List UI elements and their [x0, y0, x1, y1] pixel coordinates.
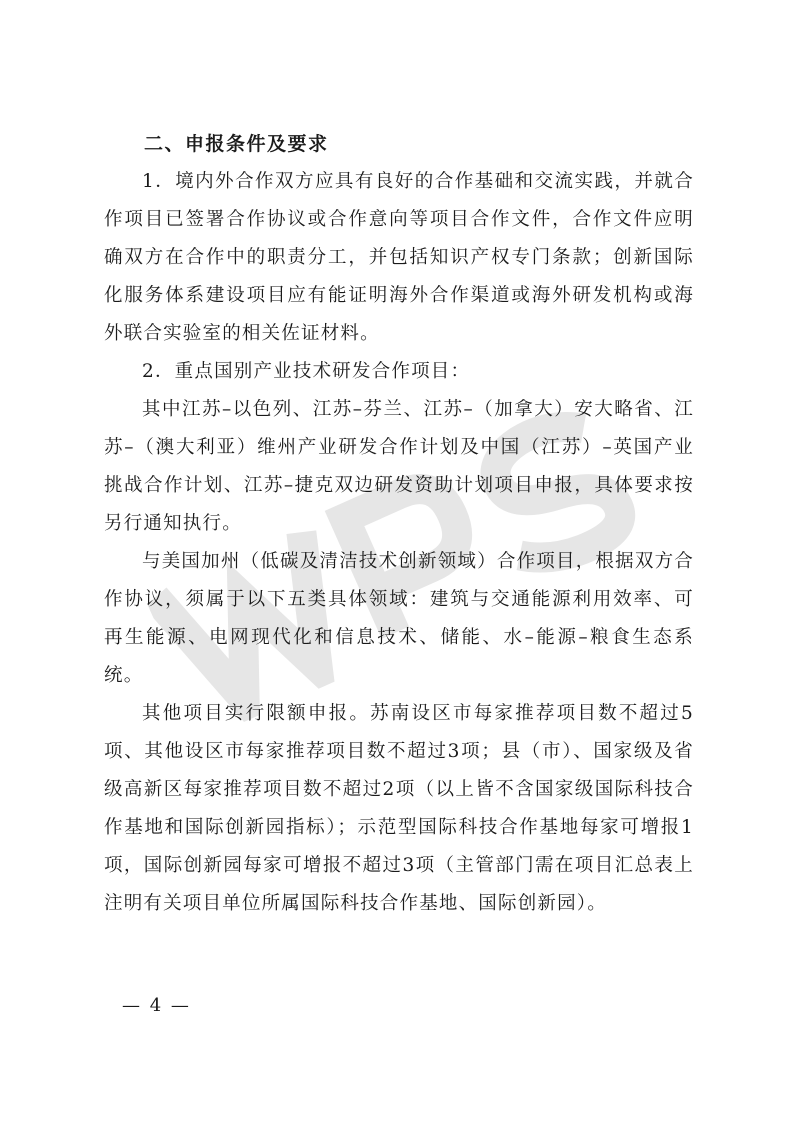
document-body: [104, 126, 694, 923]
paragraph-quota-limits: 其他项目实行限额申报。苏南设区市每家推荐项目数不超过5项、其他设区市每家推荐项目数不超过3项；县（市）、国家级及省级高新区每家推荐项目数不超过2项（以上皆不含国家级国际科技合作基地和国际创新园指标）；示范型国际科技合作基地每家可增报1项，国际创新园每家可增报不超过3项（主管部门需在项目汇总表上注明有关项目单位所属国际科技合作基地、国际创新园）。: [104, 703, 694, 914]
section-heading: 二、申报条件及要求: [144, 133, 329, 155]
page-number: — 4 —: [122, 995, 191, 1016]
paragraph-bilateral-programs: 其中江苏–以色列、江苏–芬兰、江苏–（加拿大）安大略省、江苏–（澳大利亚）维州产业研发合作计划及中国（江苏）–英国产业挑战合作计划、江苏–捷克双边研发资助计划项目申报，具体要求按另行通知执行。: [104, 399, 694, 534]
paragraph-california-cooperation: 与美国加州（低碳及清洁技术创新领域）合作项目，根据双方合作协议，须属于以下五类具体领域：建筑与交通能源利用效率、可再生能源、电网现代化和信息技术、储能、水–能源–粮食生态系统。: [104, 551, 694, 686]
paragraph-requirement-1: 1．境内外合作双方应具有良好的合作基础和交流实践，并就合作项目已签署合作协议或合作意向等项目合作文件，合作文件应明确双方在合作中的职责分工，并包括知识产权专门条款；创新国际化服务体系建设项目应有能证明海外合作渠道或海外研发机构或海外联合实验室的相关佐证材料。: [104, 171, 694, 344]
paragraph-requirement-2: 2．重点国别产业技术研发合作项目：: [142, 361, 471, 382]
